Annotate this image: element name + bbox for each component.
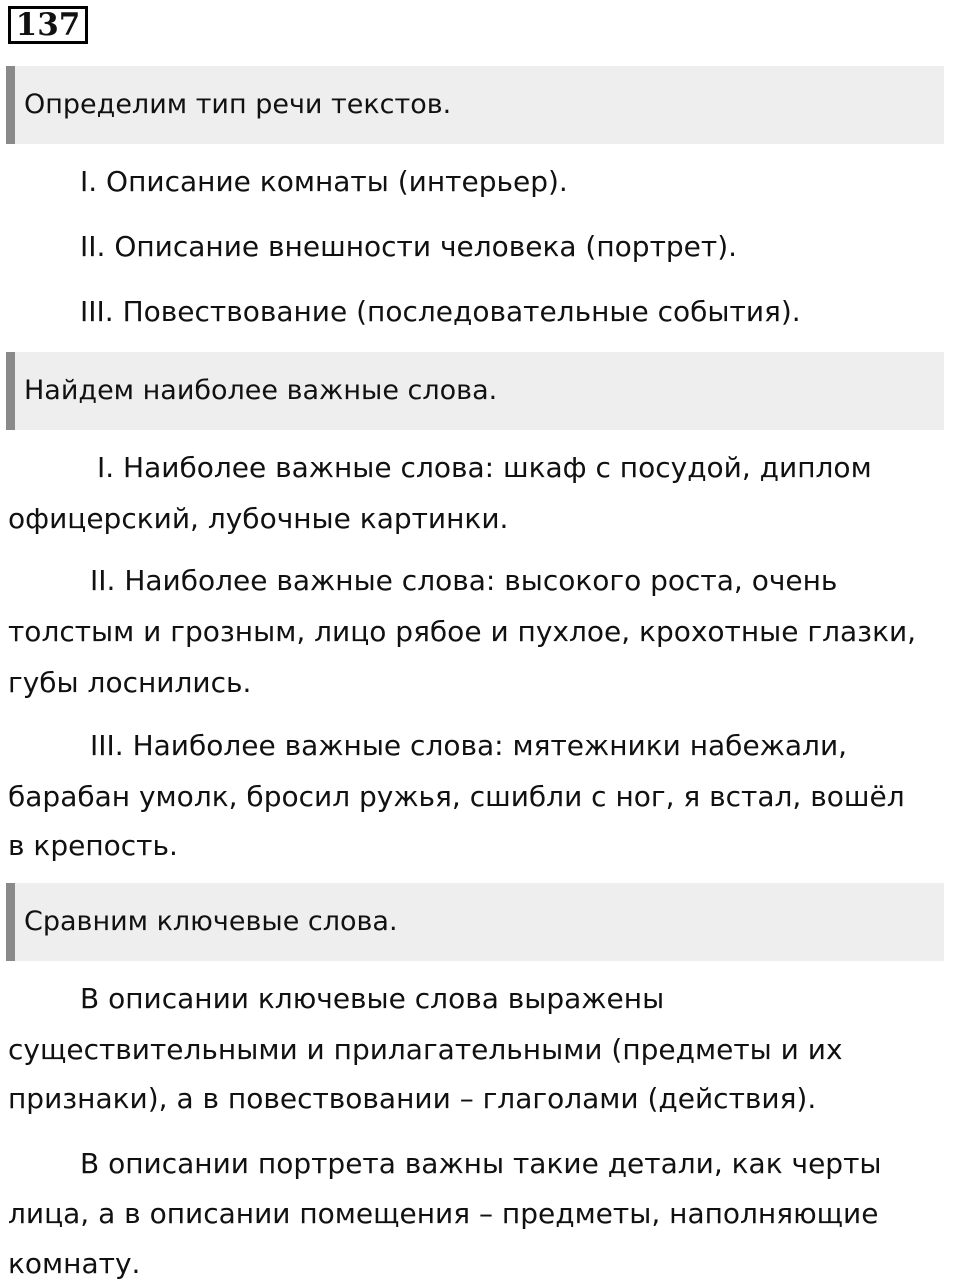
paragraph-line: барабан умолк, бросил ружья, сшибли с ног, я встал, вошёл xyxy=(8,780,905,813)
section-heading: Сравним ключевые слова. xyxy=(24,906,398,937)
paragraph-line: офицерский, лубочные картинки. xyxy=(8,502,509,535)
paragraph-line: III. Повествование (последовательные события). xyxy=(80,295,801,328)
section-header-speech-type xyxy=(6,66,944,144)
section-header-important-words xyxy=(6,352,944,430)
section-header-compare-keywords xyxy=(6,883,944,961)
paragraph-line: комнату. xyxy=(8,1247,141,1280)
paragraph-line: признаки), а в повествовании – глаголами (действия). xyxy=(8,1082,817,1115)
paragraph-line: II. Описание внешности человека (портрет). xyxy=(80,230,738,263)
paragraph-line: существительными и прилагательными (предметы и их xyxy=(8,1033,843,1066)
paragraph-line: I. Наиболее важные слова: шкаф с посудой, диплом xyxy=(97,451,872,484)
paragraph-line: II. Наиболее важные слова: высокого роста, очень xyxy=(90,564,838,597)
section-heading: Определим тип речи текстов. xyxy=(24,89,452,120)
task-number-box: 137 xyxy=(8,6,88,44)
paragraph-line: толстым и грозным, лицо рябое и пухлое, крохотные глазки, xyxy=(8,615,917,648)
paragraph-line: губы лоснились. xyxy=(8,666,252,699)
section-heading: Найдем наиболее важные слова. xyxy=(24,375,498,406)
paragraph-line: В описании портрета важны такие детали, как черты xyxy=(80,1147,882,1180)
paragraph-line: В описании ключевые слова выражены xyxy=(80,982,665,1015)
paragraph-line: I. Описание комнаты (интерьер). xyxy=(80,165,568,198)
paragraph-line: в крепость. xyxy=(8,829,178,862)
paragraph-line: лица, а в описании помещения – предметы, наполняющие xyxy=(8,1197,879,1230)
paragraph-line: III. Наиболее важные слова: мятежники набежали, xyxy=(90,729,848,762)
